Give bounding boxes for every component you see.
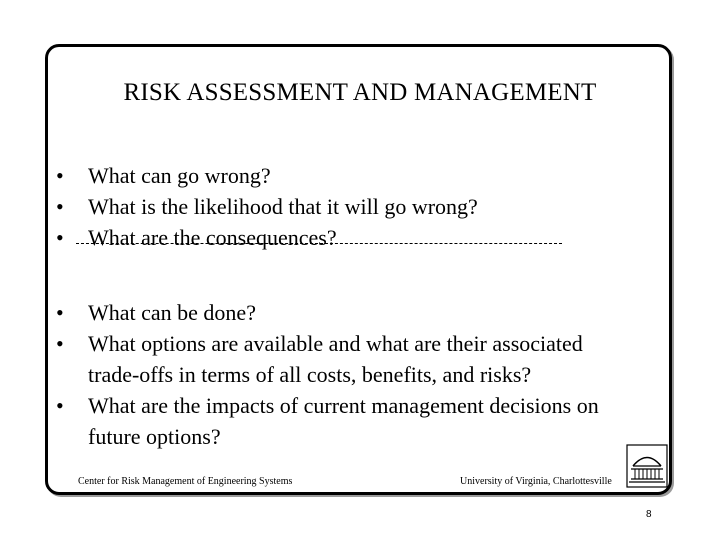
bullet-text: What are the impacts of current management decisions on <box>88 393 599 418</box>
bullet-text: What options are available and what are their associated <box>88 331 583 356</box>
list-item <box>56 222 478 253</box>
assessment-questions-list <box>56 160 478 253</box>
list-item <box>56 160 478 191</box>
bullet-icon: • <box>56 393 64 418</box>
bullet-icon: • <box>56 300 64 325</box>
bullet-icon: • <box>56 163 64 188</box>
bullet-text: What are the consequences? <box>88 225 337 250</box>
bullet-text: What can be done? <box>88 300 256 325</box>
bullet-icon: • <box>56 194 64 219</box>
footer-university: University of Virginia, Charlottesville <box>460 476 612 487</box>
bullet-icon: • <box>56 331 64 356</box>
list-item <box>56 191 478 222</box>
slide-title: RISK ASSESSMENT AND MANAGEMENT <box>123 79 597 106</box>
list-item <box>56 297 599 328</box>
footer-organization: Center for Risk Management of Engineering Systems <box>78 476 293 487</box>
bullet-icon: • <box>56 225 64 250</box>
bullet-text: What can go wrong? <box>88 163 271 188</box>
management-questions-list <box>56 297 599 452</box>
page-number: 8 <box>646 509 652 520</box>
bullet-text-continuation: trade-offs in terms of all costs, benefits, and risks? <box>88 362 532 387</box>
list-item <box>56 328 599 390</box>
bullet-text-continuation: future options? <box>88 424 221 449</box>
dashed-divider <box>76 243 562 244</box>
bullet-text: What is the likelihood that it will go wrong? <box>88 194 478 219</box>
rotunda-logo-icon <box>626 444 668 488</box>
list-item <box>56 390 599 452</box>
